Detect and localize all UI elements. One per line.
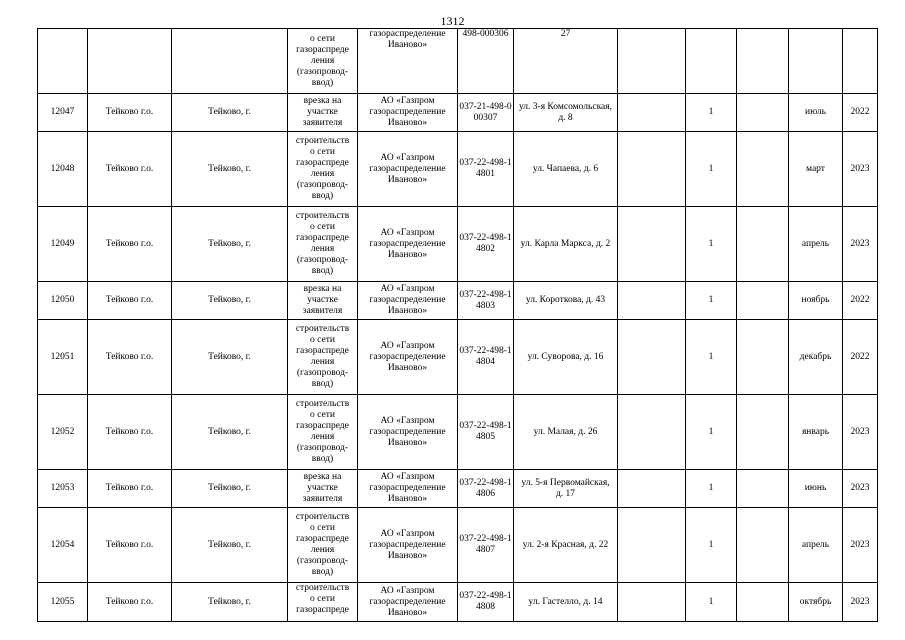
cell-settlement: Тейково, г. — [172, 207, 288, 282]
cell-empty — [618, 320, 686, 395]
cell-work-type: о сети газораспреде ления (газопровод- ввод) — [288, 29, 358, 94]
table-row — [38, 583, 878, 622]
cell-year — [843, 29, 878, 94]
cell-district: Тейково г.о. — [88, 94, 172, 132]
cell-id: 12048 — [38, 132, 88, 207]
table-row — [38, 470, 878, 508]
cell-district: Тейково г.о. — [88, 508, 172, 583]
cell-quantity: 1 — [686, 207, 737, 282]
cell-organization: АО «Газпром газораспределение Иваново» — [358, 207, 458, 282]
cell-month: апрель — [789, 207, 843, 282]
cell-settlement: Тейково, г. — [172, 583, 288, 622]
cell-month: октябрь — [789, 583, 843, 622]
table-row — [38, 29, 878, 94]
cell-settlement: Тейково, г. — [172, 508, 288, 583]
cell-work-type: строительств о сети газораспреде ления (газопровод- ввод) — [288, 395, 358, 470]
cell-quantity: 1 — [686, 583, 737, 622]
cell-code: 498-000306 — [458, 29, 514, 94]
cell-month: июль — [789, 94, 843, 132]
cell-settlement: Тейково, г. — [172, 94, 288, 132]
cell-code: 037-22-498-14808 — [458, 583, 514, 622]
cell-code: 037-22-498-14805 — [458, 395, 514, 470]
cell-code: 037-22-498-14802 — [458, 207, 514, 282]
cell-code: 037-22-498-14801 — [458, 132, 514, 207]
cell-empty — [618, 470, 686, 508]
cell-address: ул. Короткова, д. 43 — [514, 282, 618, 320]
cell-quantity: 1 — [686, 132, 737, 207]
cell-address: ул. Чапаева, д. 6 — [514, 132, 618, 207]
cell-month: январь — [789, 395, 843, 470]
cell-work-type: строительств о сети газораспреде ления (газопровод- ввод) — [288, 132, 358, 207]
cell-organization: АО «Газпром газораспределение Иваново» — [358, 94, 458, 132]
cell-district: Тейково г.о. — [88, 320, 172, 395]
cell-empty — [618, 29, 686, 94]
cell-settlement: Тейково, г. — [172, 395, 288, 470]
cell-settlement: Тейково, г. — [172, 470, 288, 508]
cell-code: 037-22-498-14806 — [458, 470, 514, 508]
cell-empty — [618, 583, 686, 622]
cell-year: 2023 — [843, 583, 878, 622]
cell-empty — [618, 207, 686, 282]
table-row — [38, 207, 878, 282]
cell-year: 2022 — [843, 94, 878, 132]
table-row — [38, 282, 878, 320]
cell-address: ул. 2-я Красная, д. 22 — [514, 508, 618, 583]
cell-year: 2022 — [843, 320, 878, 395]
cell-organization: АО «Газпром газораспределение Иваново» — [358, 132, 458, 207]
cell-organization: АО «Газпром газораспределение Иваново» — [358, 470, 458, 508]
table-row — [38, 320, 878, 395]
cell-empty — [737, 29, 789, 94]
cell-settlement: Тейково, г. — [172, 320, 288, 395]
cell-settlement: Тейково, г. — [172, 132, 288, 207]
cell-id: 12052 — [38, 395, 88, 470]
cell-month: апрель — [789, 508, 843, 583]
cell-empty — [737, 320, 789, 395]
cell-empty — [618, 132, 686, 207]
cell-year: 2023 — [843, 132, 878, 207]
cell-empty — [737, 94, 789, 132]
cell-work-type: врезка на участке заявителя — [288, 282, 358, 320]
cell-id: 12050 — [38, 282, 88, 320]
cell-id — [38, 29, 88, 94]
cell-empty — [737, 583, 789, 622]
cell-year: 2022 — [843, 282, 878, 320]
cell-address: ул. 5-я Первомайская, д. 17 — [514, 470, 618, 508]
cell-work-type: строительств о сети газораспреде ления (газопровод- ввод) — [288, 508, 358, 583]
cell-month: март — [789, 132, 843, 207]
cell-year: 2023 — [843, 470, 878, 508]
cell-empty — [618, 94, 686, 132]
table-row — [38, 395, 878, 470]
cell-month: декабрь — [789, 320, 843, 395]
cell-year: 2023 — [843, 508, 878, 583]
cell-empty — [737, 207, 789, 282]
cell-organization: АО «Газпром газораспределение Иваново» — [358, 508, 458, 583]
cell-month: июнь — [789, 470, 843, 508]
cell-organization: газораспределение Иваново» — [358, 29, 458, 94]
cell-quantity: 1 — [686, 470, 737, 508]
page-number: 1312 — [440, 14, 465, 28]
cell-work-type: врезка на участке заявителя — [288, 470, 358, 508]
cell-district: Тейково г.о. — [88, 207, 172, 282]
cell-address: ул. Карла Маркса, д. 2 — [514, 207, 618, 282]
cell-district: Тейково г.о. — [88, 132, 172, 207]
cell-code: 037-22-498-14807 — [458, 508, 514, 583]
cell-id: 12051 — [38, 320, 88, 395]
table-row — [38, 132, 878, 207]
cell-id: 12055 — [38, 583, 88, 622]
cell-district: Тейково г.о. — [88, 470, 172, 508]
cell-empty — [737, 470, 789, 508]
cell-empty — [737, 508, 789, 583]
cell-organization: АО «Газпром газораспределение Иваново» — [358, 320, 458, 395]
cell-id: 12053 — [38, 470, 88, 508]
cell-empty — [618, 282, 686, 320]
cell-id: 12047 — [38, 94, 88, 132]
cell-empty — [737, 282, 789, 320]
cell-address: 27 — [514, 29, 618, 94]
cell-district — [88, 29, 172, 94]
cell-quantity: 1 — [686, 395, 737, 470]
cell-id: 12054 — [38, 508, 88, 583]
cell-month: ноябрь — [789, 282, 843, 320]
cell-empty — [618, 508, 686, 583]
cell-settlement: Тейково, г. — [172, 282, 288, 320]
cell-quantity — [686, 29, 737, 94]
cell-code: 037-21-498-000307 — [458, 94, 514, 132]
cell-address: ул. Малая, д. 26 — [514, 395, 618, 470]
cell-district: Тейково г.о. — [88, 583, 172, 622]
cell-organization: АО «Газпром газораспределение Иваново» — [358, 395, 458, 470]
cell-work-type: строительств о сети газораспреде ления (газопровод- ввод) — [288, 207, 358, 282]
cell-quantity: 1 — [686, 94, 737, 132]
cell-work-type: врезка на участке заявителя — [288, 94, 358, 132]
cell-quantity: 1 — [686, 508, 737, 583]
table-row — [38, 94, 878, 132]
cell-code: 037-22-498-14804 — [458, 320, 514, 395]
cell-address: ул. 3-я Комсомольская, д. 8 — [514, 94, 618, 132]
cell-organization: АО «Газпром газораспределение Иваново» — [358, 583, 458, 622]
table-row — [38, 508, 878, 583]
cell-id: 12049 — [38, 207, 88, 282]
cell-month — [789, 29, 843, 94]
cell-address: ул. Суворова, д. 16 — [514, 320, 618, 395]
cell-work-type: строительств о сети газораспреде ления (газопровод- ввод) — [288, 320, 358, 395]
cell-settlement — [172, 29, 288, 94]
cell-year: 2023 — [843, 207, 878, 282]
cell-address: ул. Гастелло, д. 14 — [514, 583, 618, 622]
cell-organization: АО «Газпром газораспределение Иваново» — [358, 282, 458, 320]
cell-quantity: 1 — [686, 282, 737, 320]
cell-code: 037-22-498-14803 — [458, 282, 514, 320]
cell-empty — [737, 395, 789, 470]
cell-district: Тейково г.о. — [88, 282, 172, 320]
cell-district: Тейково г.о. — [88, 395, 172, 470]
cell-empty — [737, 132, 789, 207]
cell-year: 2023 — [843, 395, 878, 470]
cell-work-type: строительств о сети газораспреде — [288, 583, 358, 622]
cell-empty — [618, 395, 686, 470]
registry-table — [37, 28, 878, 622]
cell-quantity: 1 — [686, 320, 737, 395]
